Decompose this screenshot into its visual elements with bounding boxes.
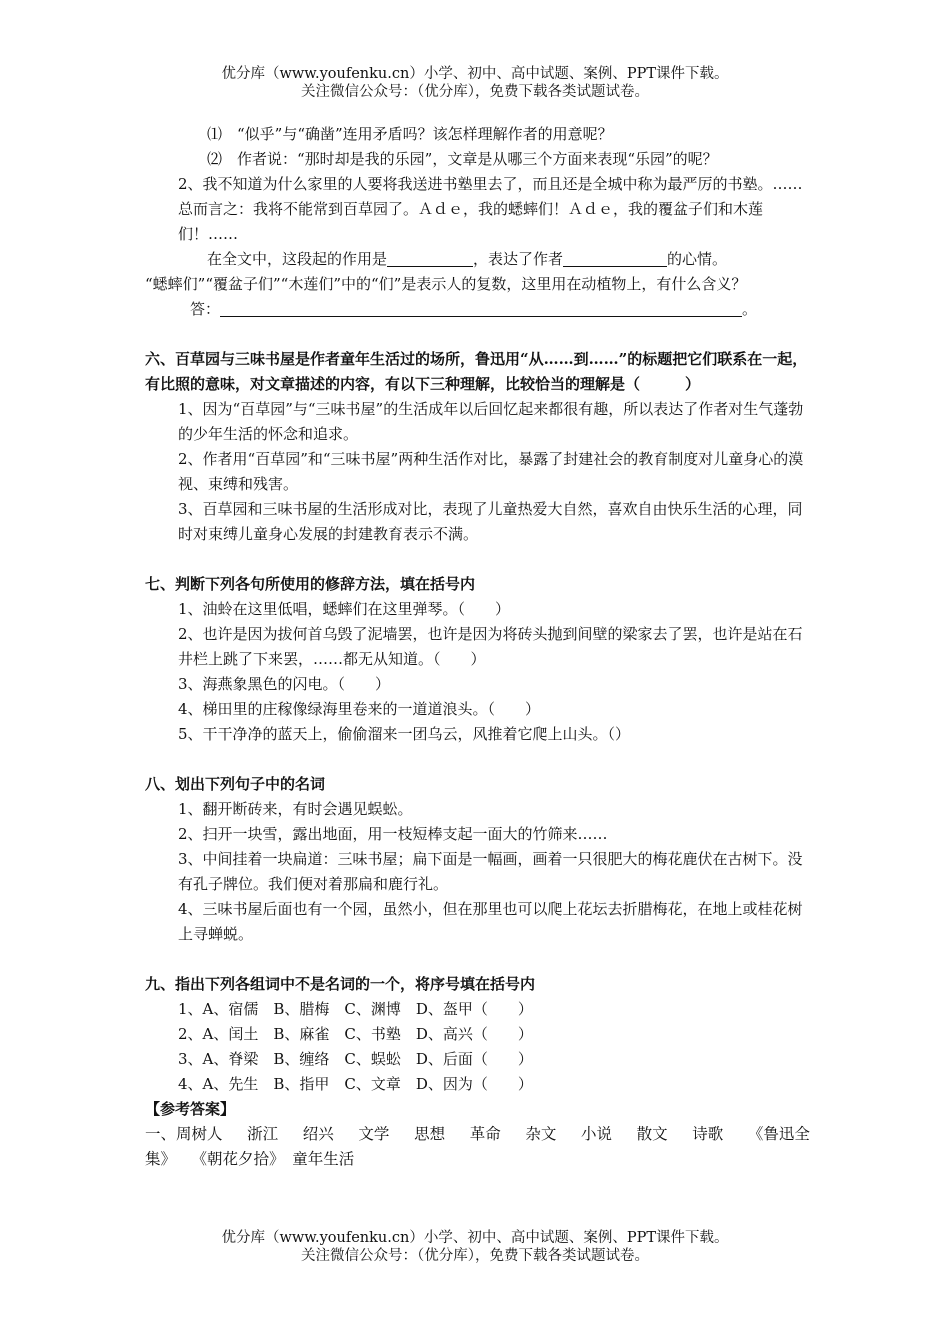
section-9-title: 九、指出下列各组词中不是名词的一个，将序号填在括号内 <box>145 975 536 993</box>
page-footer <box>0 1229 950 1265</box>
answers-title: 【参考答案】 <box>145 1100 236 1118</box>
answer-item: 绍兴 <box>302 1125 334 1143</box>
answers-line-1 <box>145 1122 810 1147</box>
answer-item: 一、周树人 <box>145 1125 223 1143</box>
section-8-title: 八、划出下列句子中的名词 <box>145 775 326 793</box>
answer-item: 诗歌 <box>692 1125 724 1143</box>
section-8-item: 2、扫开一块雪，露出地面，用一枝短棒支起一面大的竹筛来…… <box>178 825 608 843</box>
answer-blank[interactable] <box>220 299 742 317</box>
fill-text-c: 的心情。 <box>667 250 728 268</box>
section-6-title: 六、百草园与三味书屋是作者童年生活过的场所，鲁迅用“从……到……”的标题把它们联系在一起，有比照的意味，对文章描述的内容，有以下三种理解，比较恰当的理解是（ ） <box>145 350 808 393</box>
question-5-1-1: ⑴ “似乎”与“确凿”连用矛盾吗？该怎样理解作者的用意呢？ <box>207 125 613 143</box>
answer-item: 《鲁迅全 <box>747 1125 810 1143</box>
fill-text-b: ，表达了作者 <box>473 250 564 268</box>
section-8-item: 4、三味书屋后面也有一个园，虽然小，但在那里也可以爬上花坛去折腊梅花，在地上或桂花树上寻蝉蜕。 <box>178 900 803 943</box>
question-5-3-wrap <box>87 272 810 297</box>
answer-item: 小说 <box>580 1125 612 1143</box>
answer-label: 答： <box>190 300 221 318</box>
section-7-item: 4、梯田里的庄稼像绿海里卷来的一道道浪头。（ ） <box>178 700 541 718</box>
footer-line-1: 优分库（www.youfenku.cn）小学、初中、高中试题、案例、PPT课件下载。 <box>221 1230 729 1246</box>
section-7-item: 5、干干净净的蓝天上，偷偷溜来一团乌云，风推着它爬上山头。（） <box>178 725 631 743</box>
section-9-item: 2、A、闰土 B、麻雀 C、书塾 D、高兴（ ） <box>178 1025 533 1043</box>
section-6-item: 3、百草园和三味书屋的生活形成对比，表现了儿童热爱大自然，喜欢自由快乐生活的心理，同时对束缚儿童身心发展的封建教育表示不满。 <box>178 500 803 543</box>
section-9-item: 1、A、宿儒 B、腊梅 C、渊博 D、盔甲（ ） <box>178 1000 533 1018</box>
section-8-item: 1、翻开断砖来，有时会遇见蜈蚣。 <box>178 800 413 818</box>
answer-line <box>145 297 810 322</box>
answer-item: 散文 <box>636 1125 668 1143</box>
section-7-title: 七、判断下列各句所使用的修辞方法，填在括号内 <box>145 575 476 593</box>
spacer <box>145 947 810 972</box>
spacer <box>145 747 810 772</box>
answer-item: 杂文 <box>525 1125 557 1143</box>
answer-item: 革命 <box>469 1125 501 1143</box>
section-7-item: 2、也许是因为拔何首乌毁了泥墙罢，也许是因为将砖头抛到间壁的梁家去了罢，也许是站在石井栏上跳了下来罢，……都无从知道。（ ） <box>178 625 803 668</box>
spacer <box>145 322 810 347</box>
question-5-2: 2、我不知道为什么家里的人要将我送进书塾里去了，而且还是全城中称为最严厉的书塾。……总而言之：我将不能常到百草园了。Ａｄｅ，我的蟋蟀们！Ａｄｅ，我的覆盆子们和木莲们！…… <box>178 175 803 243</box>
answer-item: 思想 <box>414 1125 446 1143</box>
answer-item: 浙江 <box>247 1125 279 1143</box>
answer-item: 文学 <box>358 1125 390 1143</box>
fill-in-line <box>145 247 810 272</box>
fill-text-a: 在全文中，这段起的作用是 <box>207 250 388 268</box>
question-5-3: “蟋蟀们”“覆盆子们”“木莲们”中的“们”是表示人的复数，这里用在动植物上，有什么含义？ <box>145 275 747 293</box>
section-9-item: 4、A、先生 B、指甲 C、文章 D、因为（ ） <box>178 1075 533 1093</box>
header-line-2: 关注微信公众号：（优分库），免费下载各类试题试卷。 <box>301 84 649 100</box>
section-6-item: 2、作者用“百草园”和“三味书屋”两种生活作对比，暴露了封建社会的教育制度对儿童身心的漠视、束缚和残害。 <box>178 450 804 493</box>
section-7-item: 1、油蛉在这里低唱，蟋蟀们在这里弹琴。（ ） <box>178 600 511 618</box>
footer-line-2: 关注微信公众号：（优分库），免费下载各类试题试卷。 <box>301 1248 649 1264</box>
fill-blank-2[interactable] <box>563 249 667 267</box>
fill-blank-1[interactable] <box>387 249 473 267</box>
page-header <box>0 65 950 101</box>
section-9-item: 3、A、脊梁 B、缠络 C、蜈蚣 D、后面（ ） <box>178 1050 533 1068</box>
section-6-item: 1、因为“百草园”与“三味书屋”的生活成年以后回忆起来都很有趣，所以表达了作者对生气蓬勃的少年生活的怀念和追求。 <box>178 400 804 443</box>
answers-line-2: 集》 《朝花夕拾》 童年生活 <box>145 1150 355 1168</box>
document-body <box>145 122 810 1172</box>
header-line-1: 优分库（www.youfenku.cn）小学、初中、高中试题、案例、PPT课件下载。 <box>221 66 729 82</box>
question-5-1-2: ⑵ 作者说：“那时却是我的乐园”，文章是从哪三个方面来表现“乐园”的呢？ <box>207 150 718 168</box>
section-7-item: 3、海燕象黑色的闪电。（ ） <box>178 675 391 693</box>
answer-end: 。 <box>742 300 758 318</box>
spacer <box>145 547 810 572</box>
section-8-item: 3、中间挂着一块扁道：三味书屋；扁下面是一幅画，画着一只很肥大的梅花鹿伏在古树下。没有孔子牌位。我们便对着那扁和鹿行礼。 <box>178 850 803 893</box>
